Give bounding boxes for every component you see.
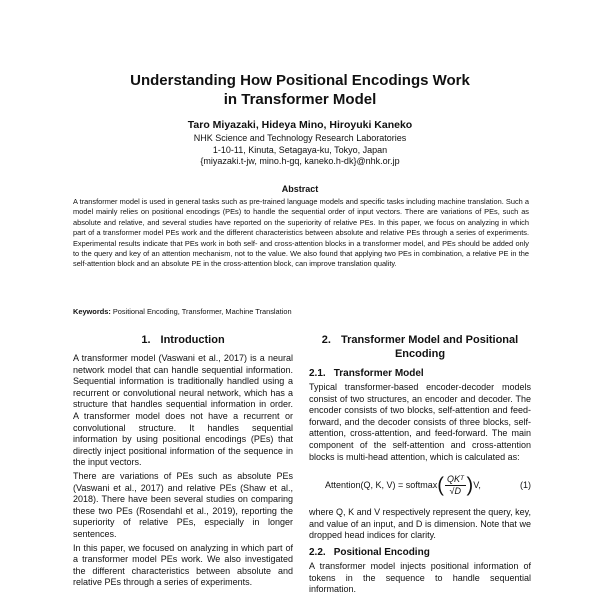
intro-paragraph: In this paper, we focused on analyzing in which part of a transformer model PEs work. We also investigated the different characteristics between absolute and relative PEs through a series of experiments. (73, 542, 293, 588)
right-column (309, 333, 531, 598)
section-number: 1. (141, 334, 151, 346)
fraction-numerator: QKᵀ (446, 474, 464, 485)
abstract-heading: Abstract (281, 184, 319, 194)
transformer-model-paragraph: Typical transformer-based encoder-decoder models consist of two structures, an encoder and decoder. The encoder consists of two blocks, self-attention and feed-forward, and the decoder consists of three blocks, self-attention, cross-attention, and feed-forward. The main component of the self-attention and cross-attention blocks is multi-head attention, which is calculated as: (309, 382, 531, 462)
fraction-denominator: √D (449, 486, 461, 497)
keywords-line (73, 307, 529, 317)
equation-number: (1) (520, 480, 531, 491)
section-transformer-heading (309, 333, 531, 361)
keywords-label: Keywords: (73, 307, 111, 316)
equation-lhs: Attention(Q, K, V) = softmax (325, 480, 438, 491)
equation-explanation-paragraph: where Q, K and V respectively represent the query, key, and value of an input, and D is dimension. Note that we dropped head indices for clarity. (309, 507, 531, 541)
section-title: Transformer Model and Positional Encoding (340, 334, 519, 360)
subsection-transformer-model-heading (309, 367, 531, 380)
subsection-number: 2.2. (309, 546, 326, 558)
subsection-number: 2.1. (309, 368, 326, 379)
attention-equation (309, 467, 531, 503)
affiliation-emails: {miyazaki.t-jw, mino.h-gq, kaneko.h-dk}@nhk.or.jp (200, 156, 400, 166)
abstract-text: A transformer model is used in general tasks such as pre-trained language models and specific tasks including machine translation. Such a model mainly relies on positional encodings (PEs) to handle the sequential order of input vectors. There are variations of PEs, such as absolute and relative, and several studies have reported on the superiority of relative PEs. In this paper, we focus on analyzing in which part of a transformer model PEs work and the different characteristics between absolute and relative PEs through a series of experiments. Experimental results indicate that PEs work in both self- and cross-attention blocks in a transformer model, and PEs should be added only to the query and key of an attention mechanism, not to the value. We also found that applying two PEs in combination, a relative PE in the self-attention block and an absolute PE in the cross-attention block, can improve translation quality. (73, 197, 529, 269)
author-list: Taro Miyazaki, Hideya Mino, Hiroyuki Kaneko (187, 119, 413, 131)
section-number: 2. (321, 334, 331, 346)
title-line-2: in Transformer Model (223, 91, 377, 108)
affiliation-address: 1-10-11, Kinuta, Setagaya-ku, Tokyo, Japan (212, 144, 388, 155)
title-line-1: Understanding How Positional Encodings Work (130, 72, 470, 89)
subsection-positional-encoding-heading (309, 546, 531, 559)
equation-rhs: V, (473, 480, 481, 491)
equation-body (325, 467, 481, 504)
subsection-title: Positional Encoding (333, 546, 430, 558)
intro-paragraph: A transformer model (Vaswani et al., 2017) is a neural network model that can handle sequential information. Sequential information is traditionally handled using a recurrent or convolutional neural network, which has a structure that handles sequential information in order. A transformer model does not have a recurrent or convolutional structure. It handles sequential information by using positional encodings (PEs) that directly inject positional information of the sequence in the input vectors. (73, 353, 293, 468)
keywords-text: Positional Encoding, Transformer, Machine Translation (112, 307, 292, 316)
affiliation-block (60, 133, 540, 168)
left-paren: ( (437, 474, 444, 497)
left-column (73, 333, 293, 591)
paper-title (60, 71, 540, 109)
section-title: Introduction (160, 334, 225, 346)
section-introduction-heading (73, 333, 293, 347)
equation-fraction (445, 474, 466, 497)
intro-paragraph: There are variations of PEs such as absolute PEs (Vaswani et al., 2017) and relative PEs (Shaw et al., 2018). There have been several studies on comparing these two PEs (Rosendahl et al., 2019), reporting the superiority of relative PEs, especially in longer sentences. (73, 470, 293, 539)
positional-encoding-paragraph: A transformer model injects positional information of tokens in the sequence to handle sequential information. (309, 560, 531, 595)
right-paren: ) (466, 474, 474, 497)
subsection-title: Transformer Model (333, 368, 424, 379)
affiliation-institution: NHK Science and Technology Research Laboratories (193, 133, 407, 143)
